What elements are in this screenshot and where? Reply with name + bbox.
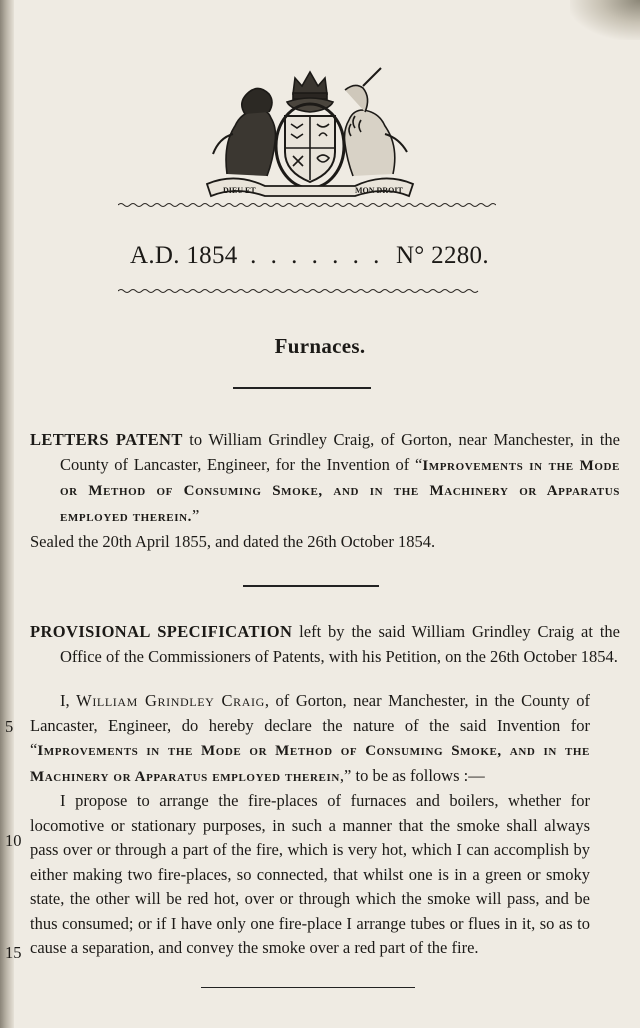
invention-title: Improvements in the Mode or Method of Consuming Smoke, and in the Machinery or Apparatus employed therein <box>30 743 590 785</box>
svg-text:MON DROIT: MON DROIT <box>355 186 403 195</box>
inventor-name: William Grindley Craig <box>76 691 265 710</box>
letters-patent-lead: LETTERS PATENT <box>30 430 183 449</box>
letters-patent-text: to William Grindley Craig, of Gorton, near Manchester, in the County of Lancaster, Engineer, for the Invention of “ <box>60 430 620 474</box>
year-label: A.D. 1854 <box>130 242 238 269</box>
page-corner-stain <box>570 0 640 40</box>
patent-number: N° 2280. <box>395 242 489 269</box>
leader-dots: . . . . . . . <box>250 242 384 269</box>
line-number: 5 <box>5 717 14 736</box>
specification-body <box>30 689 590 961</box>
provisional-text: left by the said William Grindley Craig at the Office of the Commissioners of Patents, with his Petition, on the 26th October 1854. <box>60 622 620 666</box>
divider-rule <box>201 987 415 988</box>
decorative-wavy-rule <box>118 287 480 295</box>
patent-header <box>130 242 500 270</box>
body-text: , of Gorton, near Manchester, in the County of Lancaster, Engineer, do hereby declare the nature of the said Invention for “ <box>30 691 590 759</box>
royal-coat-of-arms-icon <box>205 64 415 199</box>
provisional-lead: PROVISIONAL SPECIFICATION <box>30 622 293 641</box>
closing-quote: ” <box>192 505 200 525</box>
svg-text:DIEU ET: DIEU ET <box>223 186 256 195</box>
page-edge-shadow <box>0 0 14 1028</box>
body-paragraph: I propose to arrange the fire-places of furnaces and boilers, whether for locomotive or stationary purposes, in such a manner that the smoke shall always pass over or through a part of the fire, which is very hot, which I can accomplish by either making two fire-places, so connected, that whilst one is in a green or smoky state, the other will be red hot, over or through which the smoke will pass, and be thus consumed; or if I have only one fire-place I arrange tubes or flues in it, so as to cause a separation, and convey the smoke over a red part of the fire. <box>30 791 590 957</box>
body-text: I, <box>60 691 77 710</box>
letters-patent-paragraph <box>30 428 620 529</box>
document-title: Furnaces. <box>274 334 366 358</box>
line-number: 15 <box>5 943 22 962</box>
decorative-wavy-rule <box>118 201 496 209</box>
provisional-specification-paragraph <box>30 620 620 669</box>
line-number: 10 <box>5 831 22 850</box>
body-text: ,” to be as follows :— <box>339 765 485 785</box>
body-paragraph <box>30 689 590 789</box>
sealed-date-line: Sealed the 20th April 1855, and dated the 26th October 1854. <box>30 532 436 551</box>
invention-title: Improvements in the Mode or Method of Consuming Smoke, and in the Machinery or Apparatus employed therein. <box>60 457 620 525</box>
divider-rule <box>233 387 371 389</box>
divider-rule <box>243 585 379 587</box>
